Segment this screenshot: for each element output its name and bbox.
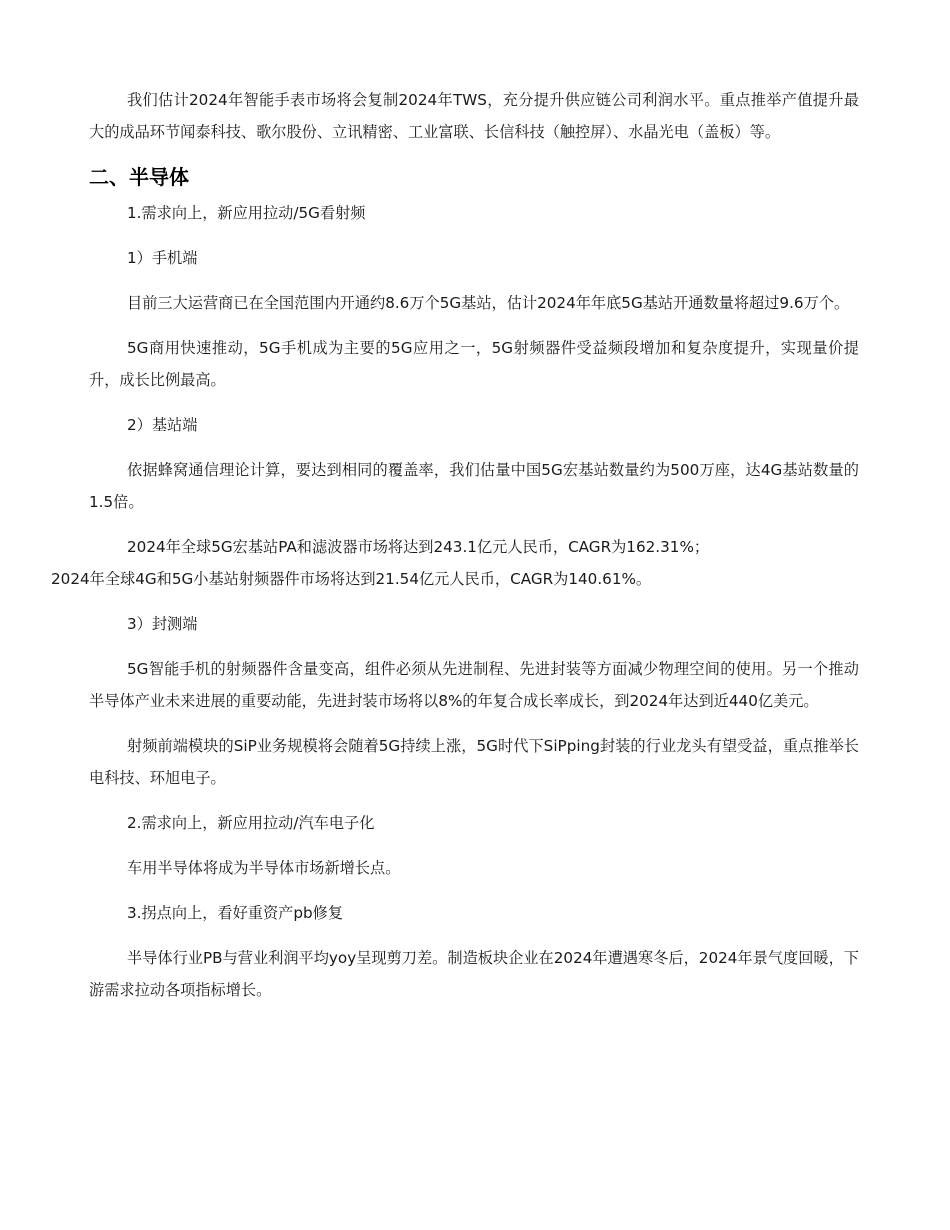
paragraph-cellular-theory: 依据蜂窝通信理论计算，要达到相同的覆盖率，我们估量中国5G宏基站数量约为500万座，达4G基站数量的1.5倍。 — [89, 461, 859, 511]
market-line-1: 2024年全球5G宏基站PA和滤波器市场将达到243.1亿元人民币，CAGR为162.31%； — [127, 538, 710, 556]
item3-title: 3.拐点向上，看好重资产pb修复 — [127, 904, 344, 922]
item1-title: 1.需求向上，新应用拉动/5G看射频 — [127, 204, 366, 222]
sub3-title: 3）封测端 — [127, 615, 198, 633]
document-page — [51, 84, 859, 1019]
sub2-title: 2）基站端 — [127, 416, 198, 434]
paragraph-market-size — [51, 531, 859, 595]
paragraph-sip: 射频前端模块的SiP业务规模将会随着5G持续上涨，5G时代下SiPping封装的行业龙头有望受益，重点推举长电科技、环旭电子。 — [89, 737, 859, 787]
paragraph-advanced-packaging: 5G智能手机的射频器件含量变高，组件必须从先进制程、先进封装等方面减少物理空间的使用。另一个推动半导体产业未来进展的重要动能，先进封装市场将以8%的年复合成长率成长，到2024年达到近440亿美元。 — [89, 660, 859, 710]
sub1-title: 1）手机端 — [127, 249, 198, 267]
item2-title: 2.需求向上，新应用拉动/汽车电子化 — [127, 814, 375, 832]
paragraph-base-stations-count: 目前三大运营商已在全国范围内开通约8.6万个5G基站，估计2024年年底5G基站开通数量将超过9.6万个。 — [127, 294, 850, 312]
paragraph-5g-phone: 5G商用快速推动，5G手机成为主要的5G应用之一，5G射频器件受益频段增加和复杂度提升，实现量价提升，成长比例最高。 — [89, 339, 859, 389]
market-line-2: 2024年全球4G和5G小基站射频器件市场将达到21.54亿元人民币，CAGR为140.61%。 — [51, 570, 652, 588]
section-heading-semiconductor: 二、半导体 — [89, 165, 189, 189]
paragraph-pb-repair: 半导体行业PB与营业利润平均yoy呈现剪刀差。制造板块企业在2024年遭遇寒冬后，2024年景气度回暖，下游需求拉动各项指标增长。 — [89, 949, 859, 999]
paragraph-smartwatch: 我们估计2024年智能手表市场将会复制2024年TWS，充分提升供应链公司利润水平。重点推举产值提升最大的成品环节闻泰科技、歌尔股份、立讯精密、工业富联、长信科技（触控屏）、水晶光电（盖板）等。 — [89, 91, 859, 141]
paragraph-auto-semiconductor: 车用半导体将成为半导体市场新增长点。 — [127, 859, 401, 877]
